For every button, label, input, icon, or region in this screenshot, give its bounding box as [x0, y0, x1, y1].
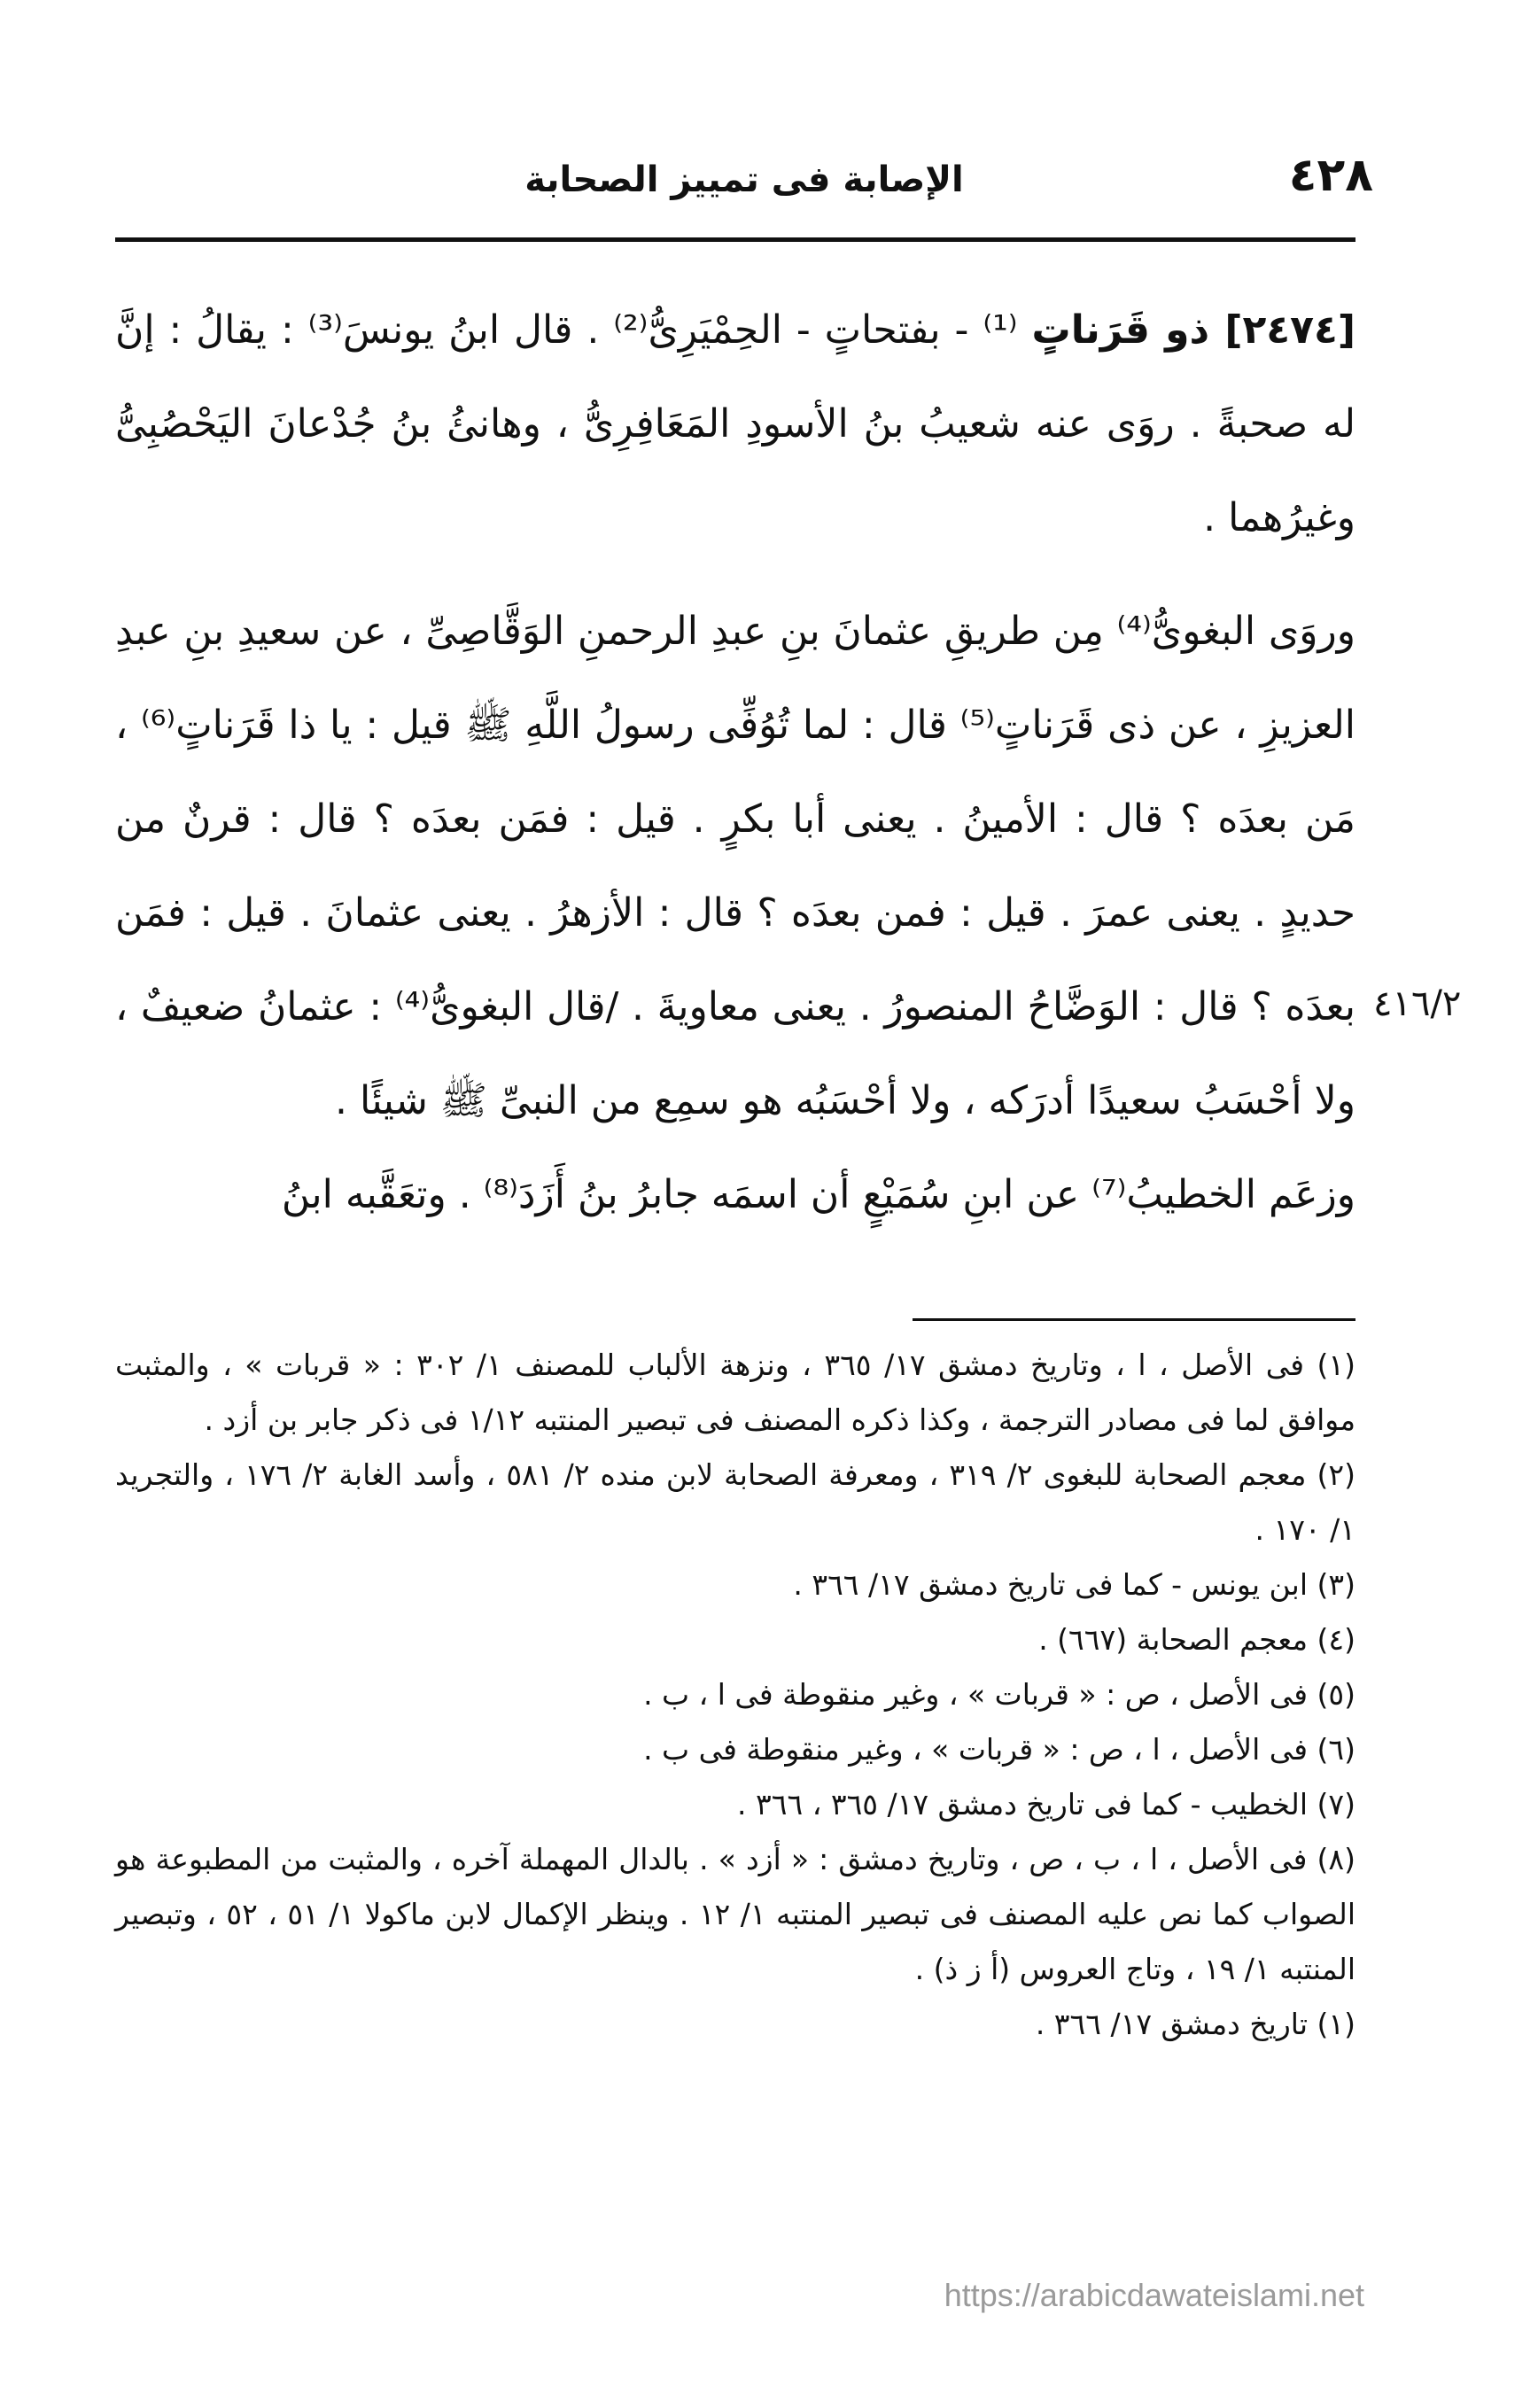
- footnotes: [115, 1338, 1355, 2052]
- footnote-item: (٦) فى الأصل ، ا ، ص : « قربات » ، وغير منقوطة فى ب .: [643, 1732, 1355, 1767]
- main-text: [115, 284, 1355, 1242]
- footnote-item: (٧) الخطيب - كما فى تاريخ دمشق ١٧/ ٣٦٥ ، ٣٦٦ .: [737, 1787, 1355, 1822]
- footnote-item: (٣) ابن يونس - كما فى تاريخ دمشق ١٧/ ٣٦٦ .: [793, 1567, 1355, 1602]
- footnote-divider: [913, 1318, 1355, 1321]
- page-number: ٤٢٨: [1288, 149, 1373, 202]
- footnote-item: (٢) معجم الصحابة للبغوى ٢/ ٣١٩ ، ومعرفة الصحابة لابن منده ٢/ ٥٨١ ، وأسد الغابة ٢/ ١٧٦ ، والتجريد ١/ ١٧٠ .: [115, 1457, 1356, 1547]
- footnote-item: (٥) فى الأصل ، ص : « قربات » ، وغير منقوطة فى ا ، ب .: [643, 1677, 1355, 1712]
- header-divider: [115, 237, 1355, 242]
- paragraph-khatib: وزعَم الخطيبُ⁽⁷⁾ عن ابنِ سُمَيْعٍ أن اسمَه جابرُ بنُ أَزَدَ⁽⁸⁾ . وتعَقَّبه ابنُ: [281, 1172, 1355, 1217]
- paragraph-entry: [115, 284, 1355, 565]
- entry-heading: [٢٤٧٤] ذو قَرَناتٍ: [1031, 307, 1355, 353]
- footnote-item: (٨) فى الأصل ، ا ، ب ، ص ، وتاريخ دمشق : « أزد » . بالدال المهملة آخره ، والمثبت من المطبوعة هو الصواب كما نص عليه المصنف فى تبصير المنتبه ١/ ١٢ . وينظر الإكمال لابن ماكولا ١/ ٥١ ، ٥٢ ، وتبصير المنتبه ١/ ١٩ ، وتاج العروس (أ ز ذ) .: [115, 1842, 1356, 1986]
- footnote-item: (١) فى الأصل ، ا ، وتاريخ دمشق ١٧/ ٣٦٥ ، ونزهة الألباب للمصنف ١/ ٣٠٢ : « قربات » ، والمثبت موافق لما فى مصادر الترجمة ، وكذا ذكره المصنف فى تبصير المنتبه ١/١٢ فى ذكر جابر بن أزد .: [115, 1348, 1356, 1437]
- entry-text: ⁽¹⁾ - بفتحاتٍ - الحِمْيَرِىُّ⁽²⁾ . قال ابنُ يونسَ⁽³⁾ : يقالُ : إنَّ له صحبةً . روَى عنه شعيبُ بنُ الأسودِ المَعَافِرِىُّ ، وهانئُ بنُ جُدْعانَ اليَحْصُبِىُّ وغيرُهما .: [115, 307, 1355, 540]
- footnote-item: (٤) معجم الصحابة (٦٦٧) .: [1038, 1622, 1355, 1657]
- running-title: الإصابة فى تمييز الصحابة: [524, 159, 964, 200]
- watermark-url: https://arabicdawateislami.net: [944, 2277, 1364, 2313]
- paragraph-narration: وروَى البغوىُّ⁽⁴⁾ مِن طريقِ عثمانَ بنِ عبدِ الرحمنِ الوَقَّاصِىِّ ، عن سعيدِ بنِ عبدِ العزيزِ ، عن ذى قَرَناتٍ⁽⁵⁾ قال : لما تُوُفِّى رسولُ اللَّهِ ﷺ قيل : يا ذا قَرَناتٍ⁽⁶⁾ ، مَن بعدَه ؟ قال : الأمينُ . يعنى أبا بكرٍ . قيل : فمَن بعدَه ؟ قال : قرنٌ من حديدٍ . يعنى عمرَ . قيل : فمن بعدَه ؟ قال : الأزهرُ . يعنى عثمانَ . قيل : فمَن بعدَه ؟ قال : الوَضَّاحُ المنصورُ . يعنى معاويةَ . /قال البغوىُّ⁽⁴⁾ : عثمانُ ضعيفٌ ، ولا أحْسَبُ سعيدًا أدرَكه ، ولا أحْسَبُه هو سمِع من النبىِّ ﷺ شيئًا .: [115, 609, 1356, 1123]
- margin-reference: ٤١٦/٢: [1373, 983, 1462, 1024]
- footnote-item: (١) تاريخ دمشق ١٧/ ٣٦٦ .: [1035, 2007, 1355, 2041]
